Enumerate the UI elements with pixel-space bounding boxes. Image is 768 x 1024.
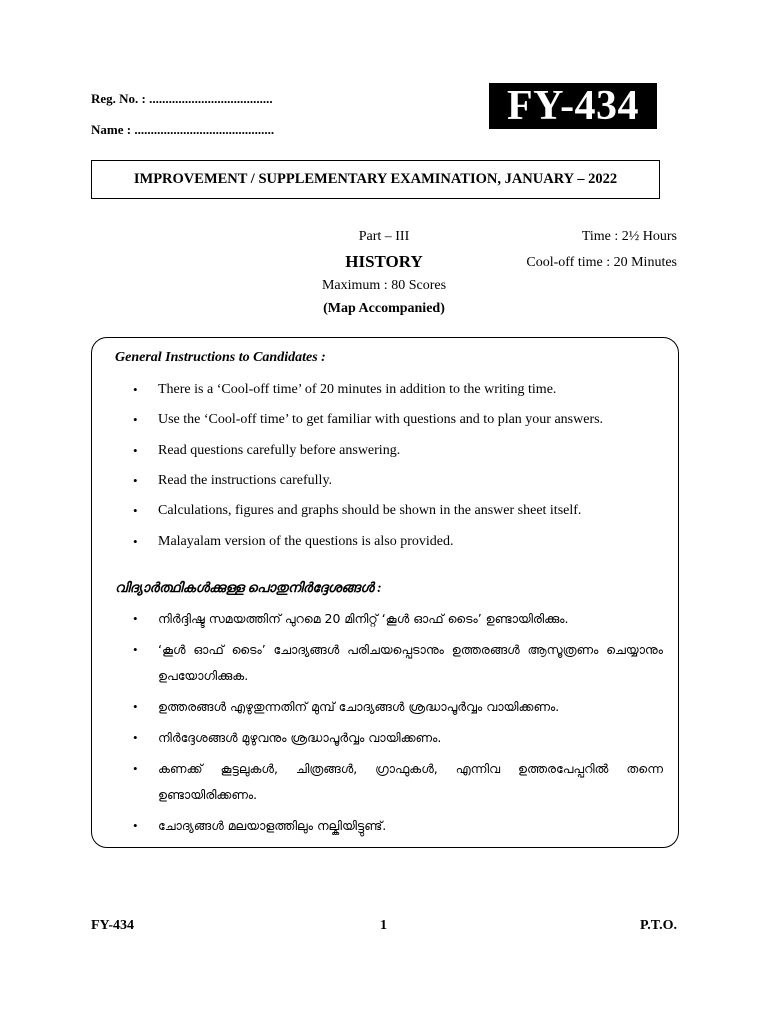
- page-number: 1: [380, 918, 387, 933]
- bullet-icon: •: [133, 382, 138, 397]
- footer-code: FY-434: [91, 918, 135, 933]
- part-label: Part – III: [358, 229, 410, 244]
- bullet-icon: •: [133, 412, 138, 427]
- instruction-text: Read the instructions carefully.: [158, 473, 333, 488]
- maximum-scores: Maximum : 80 Scores: [321, 278, 447, 293]
- bullet-icon: •: [133, 473, 138, 488]
- bullet-icon: •: [133, 730, 138, 745]
- instructions-heading: General Instructions to Candidates :: [115, 350, 326, 365]
- bullet-icon: •: [133, 642, 138, 657]
- name-field: Name : ...........................................: [91, 122, 275, 137]
- bullet-icon: •: [133, 443, 138, 458]
- bullet-icon: •: [133, 818, 138, 833]
- bullet-icon: •: [133, 503, 138, 518]
- bullet-icon: •: [133, 611, 138, 626]
- instruction-text: നിർദ്ദിഷ്ട സമയത്തിന് പുറമെ 20 മിനിറ്റ് ‘കൂൾ ഓഫ് ടൈം’ ഉണ്ടായിരിക്കും.: [158, 611, 569, 626]
- reg-no-field: Reg. No. : ......................................: [91, 91, 273, 106]
- instruction-text: ‘കൂൾ ഓഫ് ടൈം’ ചോദ്യങ്ങൾ പരിചയപ്പെടാനും ഉത്തരങ്ങൾ ആസൂത്രണം ചെയ്യാനും ഉപയോഗിക്കുക.: [158, 642, 663, 683]
- instruction-text: There is a ‘Cool-off time’ of 20 minutes in addition to the writing time.: [158, 382, 557, 397]
- pto-label: P.T.O.: [640, 918, 677, 933]
- malayalam-instructions-heading: വിദ്യാർത്ഥികൾക്കുള്ള പൊതുനിർദ്ദേശങ്ങൾ :: [115, 580, 382, 595]
- paper-code: FY-434: [489, 83, 657, 129]
- instruction-text: കണക്ക് കൂട്ടലുകൾ, ചിത്രങ്ങൾ, ഗ്രാഫുകൾ, എന്നിവ ഉത്തരപേപ്പറിൽ തന്നെ ഉണ്ടായിരിക്കണം.: [158, 761, 663, 802]
- bullet-icon: •: [133, 699, 138, 714]
- map-note: (Map Accompanied): [323, 301, 445, 316]
- instruction-text: Use the ‘Cool-off time’ to get familiar with questions and to plan your answers.: [158, 412, 604, 427]
- instruction-text: Read questions carefully before answering.: [158, 443, 401, 458]
- cool-off-time: Cool-off time : 20 Minutes: [526, 255, 677, 270]
- subject-title: HISTORY: [345, 252, 423, 271]
- time-allowed: Time : 2½ Hours: [581, 229, 677, 244]
- bullet-icon: •: [133, 761, 138, 776]
- instruction-text: ചോദ്യങ്ങൾ മലയാളത്തിലും നല്കിയിട്ടുണ്ട്.: [158, 818, 387, 833]
- instruction-text: Malayalam version of the questions is also provided.: [158, 534, 454, 549]
- instruction-text: Calculations, figures and graphs should be shown in the answer sheet itself.: [158, 503, 582, 518]
- instruction-text: നിർദ്ദേശങ്ങൾ മുഴുവനും ശ്രദ്ധാപൂർവ്വം വായിക്കണം.: [158, 730, 442, 745]
- bullet-icon: •: [133, 534, 138, 549]
- exam-title: IMPROVEMENT / SUPPLEMENTARY EXAMINATION, JANUARY – 2022: [91, 160, 660, 199]
- instruction-text: ഉത്തരങ്ങൾ എഴുതുന്നതിന് മുമ്പ് ചോദ്യങ്ങൾ ശ്രദ്ധാപൂർവ്വം വായിക്കണം.: [158, 699, 560, 714]
